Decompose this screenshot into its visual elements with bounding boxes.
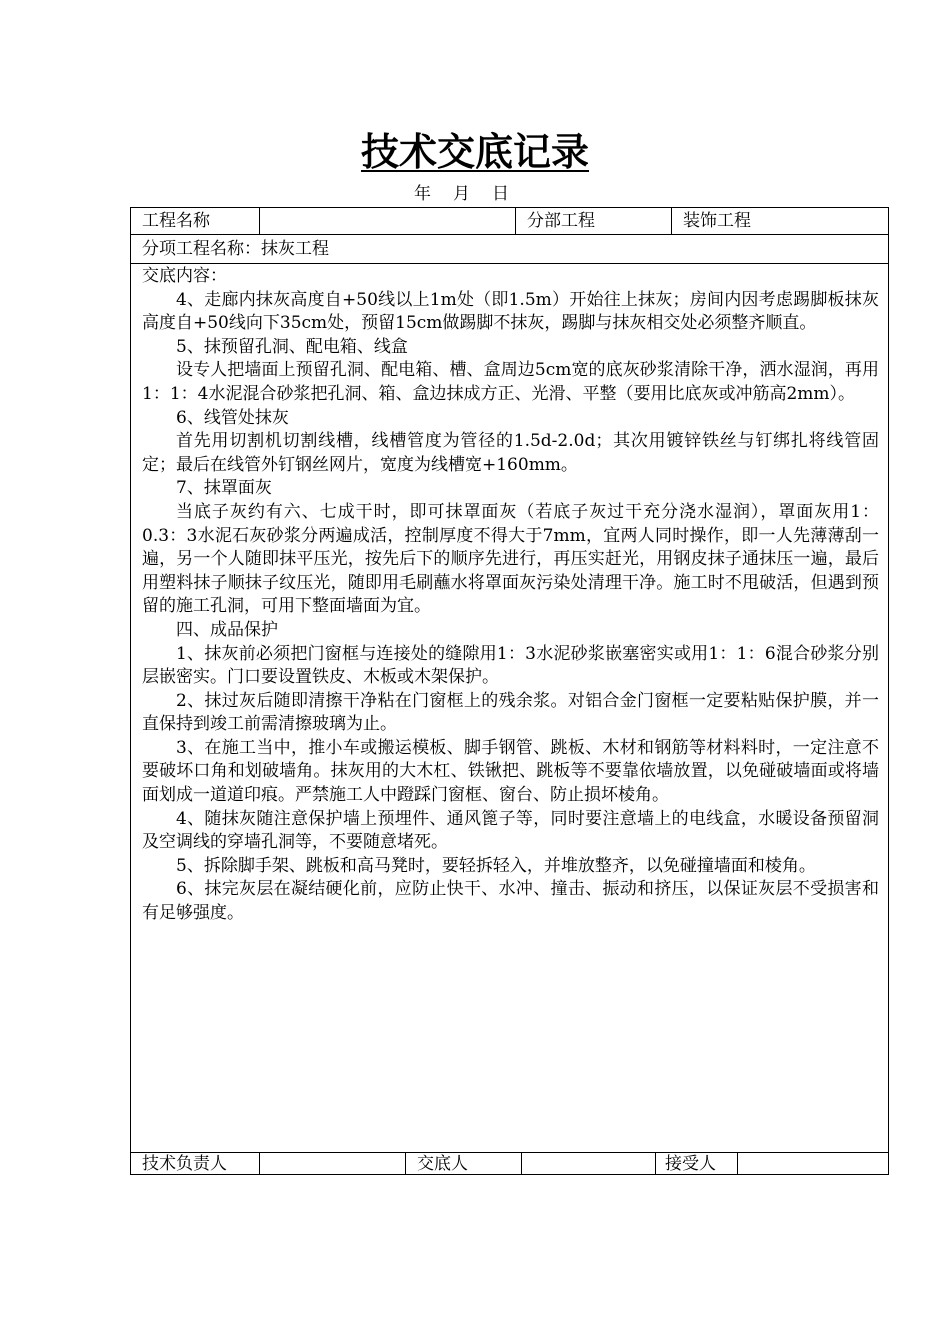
content-paragraph: 2、抹过灰后随即清擦干净粘在门窗框上的残余浆。对铝合金门窗框一定要粘贴保护膜，并一直保持到竣工前需清擦玻璃为止。 xyxy=(142,690,879,735)
date-line xyxy=(414,184,509,204)
content-paragraph: 5、抹预留孔洞、配电箱、线盒 xyxy=(176,336,408,357)
content-paragraph: 7、抹罩面灰 xyxy=(176,478,272,499)
content-paragraph: 首先用切割机切割线槽，线槽管度为管径的1.5d-2.0d；其次用镀锌铁丝与钉绑扎将线管固定；最后在线管外钉钢丝网片，宽度为线槽宽+160mm。 xyxy=(142,431,879,475)
column-divider xyxy=(259,1152,260,1174)
content-paragraph: 设专人把墙面上预留孔洞、配电箱、槽、盒周边5cm宽的底灰砂浆清除干净，洒水湿润，再用1：1：4水泥混合砂浆把孔洞、箱、盒边抹成方正、光滑、平整（要用比底灰或冲筋高2mm）。 xyxy=(142,360,879,404)
content-paragraph: 当底子灰约有六、七成干时，即可抹罩面灰（若底子灰过干充分浇水湿润），罩面灰用1：0.3：3水泥石灰砂浆分两遍成活，控制厚度不得大于7mm，宜两人同时操作，即一人先薄薄刮一遍，另一个人随即抹平压光，按先后下的顺序先进行，再压实赶光，用钢皮抹子通抹压一遍，最后用塑料抹子顺抹子纹压光，随即用毛刷蘸水将罩面灰污染处清理干净。施工时不甩破活，但遇到预留的施工孔洞，可用下整面墙面为宜。 xyxy=(142,501,879,617)
division-value: 装饰工程 xyxy=(683,211,751,231)
date-year: 年 xyxy=(414,184,431,204)
content-paragraph: 4、随抹灰随注意保护墙上预埋件、通风篦子等，同时要注意墙上的电线盒，水暖设备预留洞及空调线的穿墙孔洞等，不要随意堵死。 xyxy=(142,808,879,853)
row-divider xyxy=(131,1152,888,1153)
content-paragraph: 4、走廊内抹灰高度自+50线以上1m处（即1.5m）开始往上抹灰；房间内因考虑踢脚板抹灰高度自+50线向下35cm处，预留15cm做踢脚不抹灰，踢脚与抹灰相交处必须整齐顺直。 xyxy=(142,289,879,334)
subitem-name: 分项工程名称：抹灰工程 xyxy=(142,239,329,259)
document-title: 技术交底记录 xyxy=(360,129,589,174)
tech-lead-label: 技术负责人 xyxy=(142,1154,227,1174)
presenter-label: 交底人 xyxy=(417,1154,468,1174)
column-divider xyxy=(405,1152,406,1174)
date-day: 日 xyxy=(492,184,509,204)
content-heading: 交底内容： xyxy=(142,266,227,286)
receiver-label: 接受人 xyxy=(665,1154,716,1174)
content-paragraph: 3、在施工当中，推小车或搬运模板、脚手钢管、跳板、木材和钢筋等材料料时，一定注意不要破坏口角和划破墙角。抹灰用的大木杠、铁锹把、跳板等不要靠依墙放置，以免碰破墙面或将墙面划成一道道印痕。严禁施工人中蹬踩门窗框、窗台、防止损坏棱角。 xyxy=(142,737,879,806)
content-paragraph: 四、成品保护 xyxy=(176,619,278,640)
project-name-label: 工程名称 xyxy=(142,211,210,231)
row-divider xyxy=(131,234,888,235)
division-label: 分部工程 xyxy=(527,211,595,231)
column-divider xyxy=(655,1152,656,1174)
column-divider xyxy=(671,208,672,234)
content-paragraph: 6、线管处抹灰 xyxy=(176,407,289,428)
column-divider xyxy=(259,208,260,234)
column-divider xyxy=(521,1152,522,1174)
content-paragraph: 1、抹灰前必须把门窗框与连接处的缝隙用1：3水泥砂浆嵌塞密实或用1：1：6混合砂浆分别层嵌密实。门口要设置铁皮、木板或木架保护。 xyxy=(142,643,879,688)
date-month: 月 xyxy=(453,184,470,204)
content-paragraph: 6、抹完灰层在凝结硬化前，应防止快干、水冲、撞击、振动和挤压，以保证灰层不受损害和有足够强度。 xyxy=(142,879,879,924)
column-divider xyxy=(737,1152,738,1174)
disclosure-content xyxy=(142,265,879,926)
row-divider xyxy=(131,263,888,264)
column-divider xyxy=(515,208,516,234)
content-paragraph: 5、拆除脚手架、跳板和高马凳时，要轻拆轻入，并堆放整齐，以免碰撞墙面和棱角。 xyxy=(176,855,816,876)
disclosure-table xyxy=(130,207,889,1175)
